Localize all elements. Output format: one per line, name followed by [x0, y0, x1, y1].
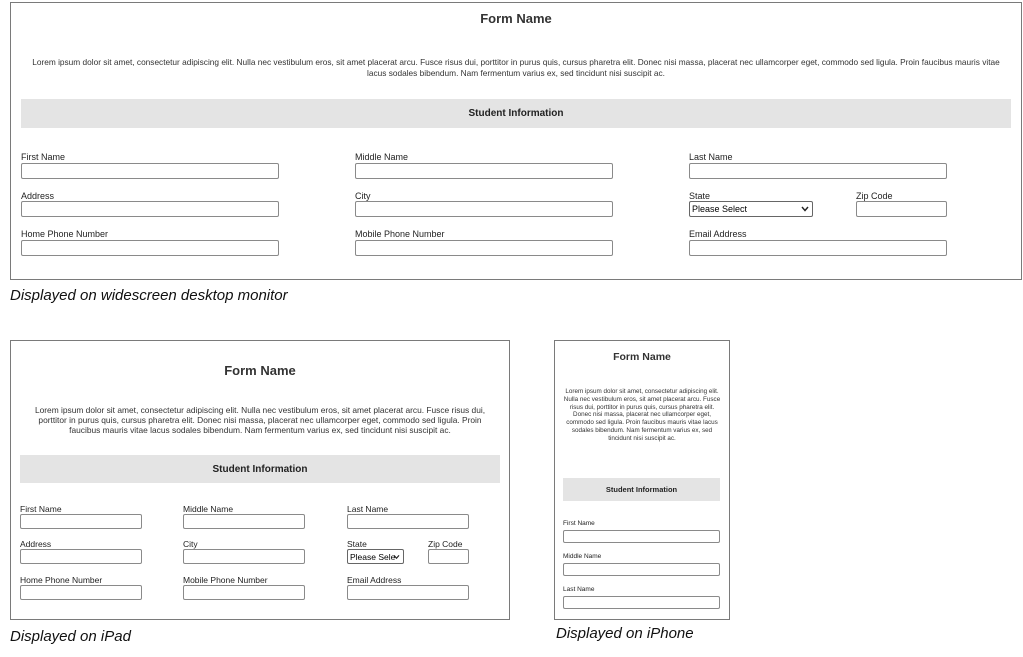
desktop-zip-code-input[interactable]: [856, 201, 947, 217]
ipad-city-label: City: [183, 539, 198, 549]
desktop-state-select[interactable]: [689, 201, 813, 217]
ipad-first-name-input[interactable]: [20, 514, 142, 529]
iphone-form-description: Lorem ipsum dolor sit amet, consectetur adipiscing elit. Nulla nec vestibulum eros, sit amet placerat arcu. Fusce risus dui, porttitor in purus quis, cursus pharetra elit. Donec nisi massa, placerat nec ullamcorper eget, commodo sed ligula. Proin faucibus mauris vitae lacus sodales bibendum. Nam fermentum varius ex, sed tincidunt nisi suscipit ac.: [563, 388, 721, 442]
ipad-home-phone-input[interactable]: [20, 585, 142, 600]
desktop-state-select-value: Please Select: [692, 204, 748, 214]
iphone-section-header: Student Information: [563, 478, 720, 501]
ipad-zip-code-label: Zip Code: [428, 539, 463, 549]
ipad-address-label: Address: [20, 539, 52, 549]
ipad-caption: Displayed on iPad: [10, 628, 131, 645]
ipad-state-select[interactable]: [347, 549, 404, 564]
iphone-first-name-input[interactable]: [563, 530, 720, 543]
iphone-last-name-label: Last Name: [563, 586, 595, 593]
ipad-last-name-label: Last Name: [347, 504, 389, 514]
ipad-form-description: Lorem ipsum dolor sit amet, consectetur adipiscing elit. Nulla nec vestibulum eros, sit amet placerat arcu. Fusce risus dui, porttitor in purus quis, cursus pharetra elit. Donec nisi massa, placerat nec ullamcorper eget, commodo sed ligula. Proin faucibus mauris vitae lacus sodales bibendum. Nam fermentum varius ex, sed tincidunt nisi suscipit ac.: [34, 405, 486, 435]
desktop-email-input[interactable]: [689, 240, 947, 256]
desktop-state-label: State: [689, 191, 711, 201]
ipad-zip-code-input[interactable]: [428, 549, 469, 564]
desktop-last-name-label: Last Name: [689, 152, 733, 162]
desktop-frame: [10, 2, 1022, 280]
ipad-email-label: Email Address: [347, 575, 402, 585]
ipad-state-select-value: Please Sele: [350, 551, 396, 562]
desktop-home-phone-input[interactable]: [21, 240, 279, 256]
ipad-mobile-phone-label: Mobile Phone Number: [183, 575, 268, 585]
iphone-middle-name-input[interactable]: [563, 563, 720, 576]
desktop-city-input[interactable]: [355, 201, 613, 217]
desktop-form-description: Lorem ipsum dolor sit amet, consectetur adipiscing elit. Nulla nec vestibulum eros, sit amet placerat arcu. Fusce risus dui, porttitor in purus quis, cursus pharetra elit. Donec nisi massa, placerat nec ullamcorper eget, commodo sed ligula. Proin faucibus mauris vitae lacus sodales bibendum. Nam fermentum varius ex, sed tincidunt nisi suscipit ac.: [32, 57, 1000, 78]
desktop-city-label: City: [355, 191, 371, 201]
desktop-middle-name-label: Middle Name: [355, 152, 409, 162]
desktop-caption: Displayed on widescreen desktop monitor: [10, 287, 288, 304]
desktop-form-title: Form Name: [480, 11, 552, 26]
desktop-middle-name-input[interactable]: [355, 163, 613, 179]
ipad-city-input[interactable]: [183, 549, 305, 564]
desktop-mobile-phone-input[interactable]: [355, 240, 613, 256]
iphone-form-title: Form Name: [613, 351, 671, 363]
ipad-address-input[interactable]: [20, 549, 142, 564]
desktop-email-label: Email Address: [689, 229, 747, 239]
ipad-state-label: State: [347, 539, 367, 549]
desktop-first-name-input[interactable]: [21, 163, 279, 179]
desktop-home-phone-label: Home Phone Number: [21, 229, 109, 239]
ipad-middle-name-label: Middle Name: [183, 504, 234, 514]
chevron-down-icon: [393, 554, 400, 559]
desktop-mobile-phone-label: Mobile Phone Number: [355, 229, 445, 239]
ipad-last-name-input[interactable]: [347, 514, 469, 529]
ipad-form-title: Form Name: [224, 363, 296, 378]
iphone-caption: Displayed on iPhone: [556, 625, 694, 642]
desktop-last-name-input[interactable]: [689, 163, 947, 179]
ipad-home-phone-label: Home Phone Number: [20, 575, 103, 585]
iphone-last-name-input[interactable]: [563, 596, 720, 609]
ipad-mobile-phone-input[interactable]: [183, 585, 305, 600]
ipad-section-header: Student Information: [20, 455, 500, 483]
desktop-address-input[interactable]: [21, 201, 279, 217]
desktop-first-name-label: First Name: [21, 152, 66, 162]
desktop-address-label: Address: [21, 191, 55, 201]
desktop-zip-code-label: Zip Code: [856, 191, 893, 201]
iphone-middle-name-label: Middle Name: [563, 553, 602, 560]
ipad-email-input[interactable]: [347, 585, 469, 600]
ipad-first-name-label: First Name: [20, 504, 62, 514]
ipad-middle-name-input[interactable]: [183, 514, 305, 529]
desktop-section-header: Student Information: [21, 99, 1011, 128]
iphone-first-name-label: First Name: [563, 520, 595, 527]
chevron-down-icon: [801, 206, 809, 212]
